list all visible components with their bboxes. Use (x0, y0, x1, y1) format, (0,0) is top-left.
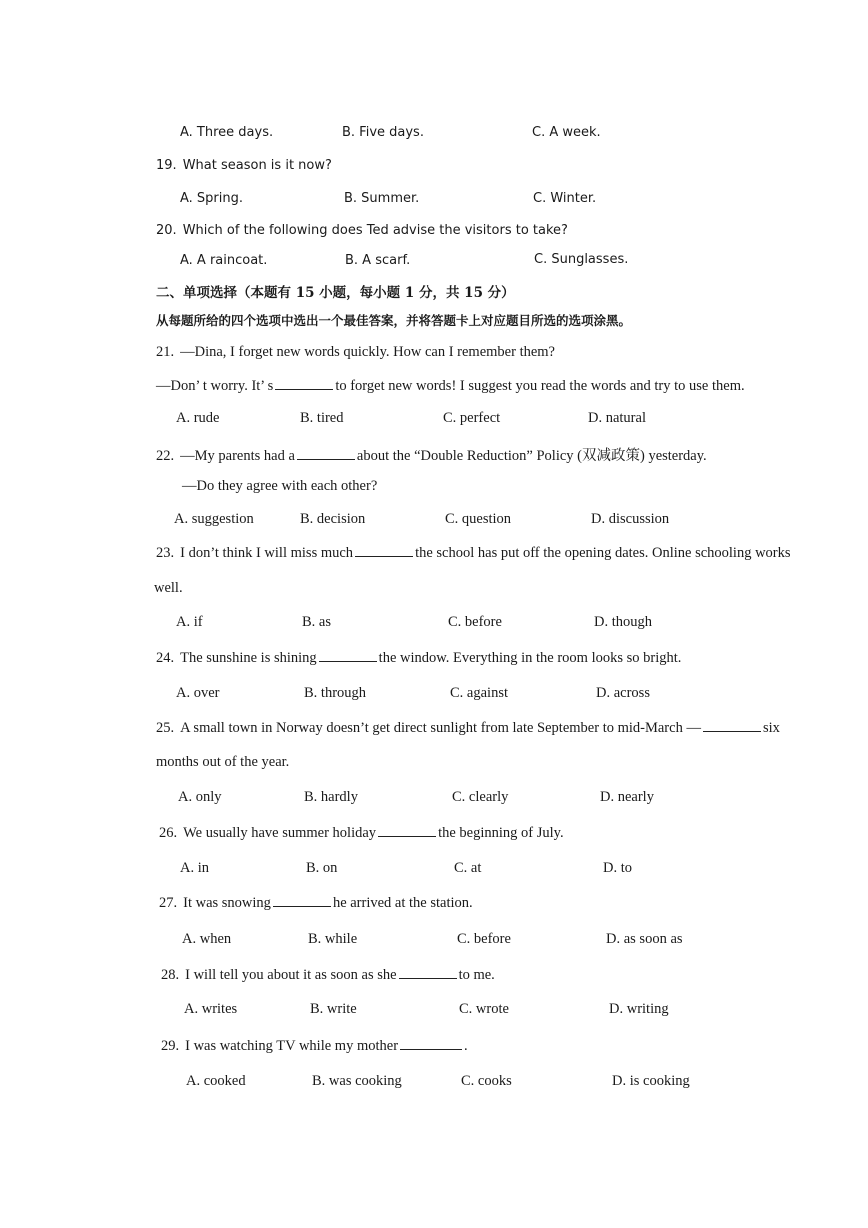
q23-option-c: C. before (448, 614, 502, 630)
q24-option-d: D. across (596, 685, 650, 701)
q27-text1b: he arrived at the station. (332, 895, 473, 911)
q19-option-a: A. Spring. (180, 191, 244, 206)
q21-text2a: —Don’ t worry. It’ s (156, 378, 274, 394)
q23-option-a: A. if (176, 614, 203, 630)
q18-option-c: C. A week. (532, 125, 601, 140)
q22-option-a: A. suggestion (174, 511, 254, 527)
q22-line2: —Do they agree with each other? (182, 478, 378, 494)
answer-blank (703, 719, 761, 732)
q27-option-c: C. before (457, 931, 511, 947)
q24-line1 (156, 649, 681, 667)
q22-option-c: C. question (445, 511, 512, 527)
answer-blank (399, 966, 457, 979)
answer-blank (297, 447, 355, 460)
q26-option-b: B. on (306, 860, 338, 876)
q20-option-b: B. A scarf. (345, 253, 411, 268)
q27-line1 (159, 894, 473, 912)
answer-blank (400, 1037, 462, 1050)
q28-option-d: D. writing (609, 1001, 669, 1017)
q25-line2: months out of the year. (156, 754, 290, 770)
q29-text1b: . (464, 1038, 468, 1054)
q28-option-b: B. write (310, 1001, 357, 1017)
answer-blank (275, 377, 333, 390)
q27-option-b: B. while (308, 931, 358, 947)
q24-option-b: B. through (304, 685, 367, 701)
q29-text1a: I was watching TV while my mother (185, 1038, 399, 1054)
q25-text1a: A small town in Norway doesn’t get direct sunlight from late September to mid-March — (180, 720, 701, 736)
q29-option-a: A. cooked (186, 1073, 246, 1089)
q21-option-c: C. perfect (443, 410, 501, 426)
q26-text1a: We usually have summer holiday (183, 825, 377, 841)
q18-option-a: A. Three days. (180, 125, 274, 140)
answer-blank (319, 649, 377, 662)
q29-option-b: B. was cooking (312, 1073, 402, 1089)
q20-text: Which of the following does Ted advise the visitors to take? (182, 223, 568, 238)
q22-text1a: —My parents had a (180, 448, 295, 464)
q23-line2: well. (154, 580, 183, 596)
q22-text1b: about the “Double Reduction” Policy (双减政策) yesterday. (356, 448, 707, 464)
q28-option-c: C. wrote (459, 1001, 509, 1017)
q20-option-a: A. A raincoat. (180, 253, 268, 268)
q24-text1a: The sunshine is shining (180, 650, 317, 666)
q23-text1b: the school has put off the opening dates. Online schooling works (415, 545, 791, 561)
q21-line1 (156, 344, 555, 361)
q20-question (156, 223, 568, 238)
answer-blank (355, 544, 413, 557)
q21-line2 (156, 377, 745, 395)
q23-option-b: B. as (302, 614, 331, 630)
q22-number: 22. (156, 448, 175, 464)
q23-text1a: I don’t think I will miss much (180, 545, 354, 561)
q24-option-c: C. against (450, 685, 508, 701)
q24-number: 24. (156, 650, 175, 666)
q27-number: 27. (159, 895, 178, 911)
q22-option-d: D. discussion (591, 511, 670, 527)
q27-option-d: D. as soon as (606, 931, 683, 947)
q25-line1 (156, 719, 780, 737)
q23-option-d: D. though (594, 614, 652, 630)
q20-option-c: C. Sunglasses. (534, 252, 629, 267)
section-instruction: 从每题所给的四个选项中选出一个最佳答案，并将答题卡上对应题目所选的选项涂黑。 (156, 313, 632, 328)
q25-option-a: A. only (178, 789, 222, 805)
q29-line1 (161, 1037, 468, 1055)
q25-number: 25. (156, 720, 175, 736)
q25-option-b: B. hardly (304, 789, 358, 805)
q29-option-c: C. cooks (461, 1073, 512, 1089)
q29-option-d: D. is cooking (612, 1073, 690, 1089)
q21-text2b: to forget new words! I suggest you read the words and try to use them. (335, 378, 745, 394)
q27-text1a: It was snowing (183, 895, 271, 911)
q19-number: 19. (156, 158, 177, 173)
q25-text1b: six (762, 720, 780, 736)
q21-text1: —Dina, I forget new words quickly. How can I remember them? (180, 344, 555, 360)
q28-text1a: I will tell you about it as soon as she (185, 967, 397, 983)
answer-blank (273, 894, 331, 907)
q21-option-d: D. natural (588, 410, 646, 426)
q20-number: 20. (156, 223, 177, 238)
q26-number: 26. (159, 825, 178, 841)
q25-option-c: C. clearly (452, 789, 509, 805)
q26-option-a: A. in (180, 860, 209, 876)
q26-line1 (159, 824, 564, 842)
q28-line1 (161, 966, 495, 984)
q23-number: 23. (156, 545, 175, 561)
q19-question (156, 158, 332, 173)
q19-text: What season is it now? (182, 158, 332, 173)
q26-text1b: the beginning of July. (438, 825, 564, 841)
q27-option-a: A. when (182, 931, 232, 947)
q25-option-d: D. nearly (600, 789, 654, 805)
q21-option-b: B. tired (300, 410, 344, 426)
q26-option-c: C. at (454, 860, 482, 876)
q22-option-b: B. decision (300, 511, 366, 527)
q29-number: 29. (161, 1038, 180, 1054)
q26-option-d: D. to (603, 860, 632, 876)
q28-text1b: to me. (458, 967, 495, 983)
q24-option-a: A. over (176, 685, 220, 701)
q19-option-c: C. Winter. (533, 191, 597, 206)
q24-text1b: the window. Everything in the room looks so bright. (378, 650, 682, 666)
q28-number: 28. (161, 967, 180, 983)
answer-blank (378, 824, 436, 837)
section-heading: 二、单项选择（本题有 15 小题，每小题 1 分，共 15 分） (156, 285, 515, 301)
q23-line1 (156, 544, 791, 562)
q22-line1 (156, 444, 707, 465)
q19-option-b: B. Summer. (344, 191, 420, 206)
q21-number: 21. (156, 344, 175, 360)
q18-option-b: B. Five days. (342, 125, 424, 140)
q21-option-a: A. rude (176, 410, 220, 426)
q28-option-a: A. writes (184, 1001, 238, 1017)
